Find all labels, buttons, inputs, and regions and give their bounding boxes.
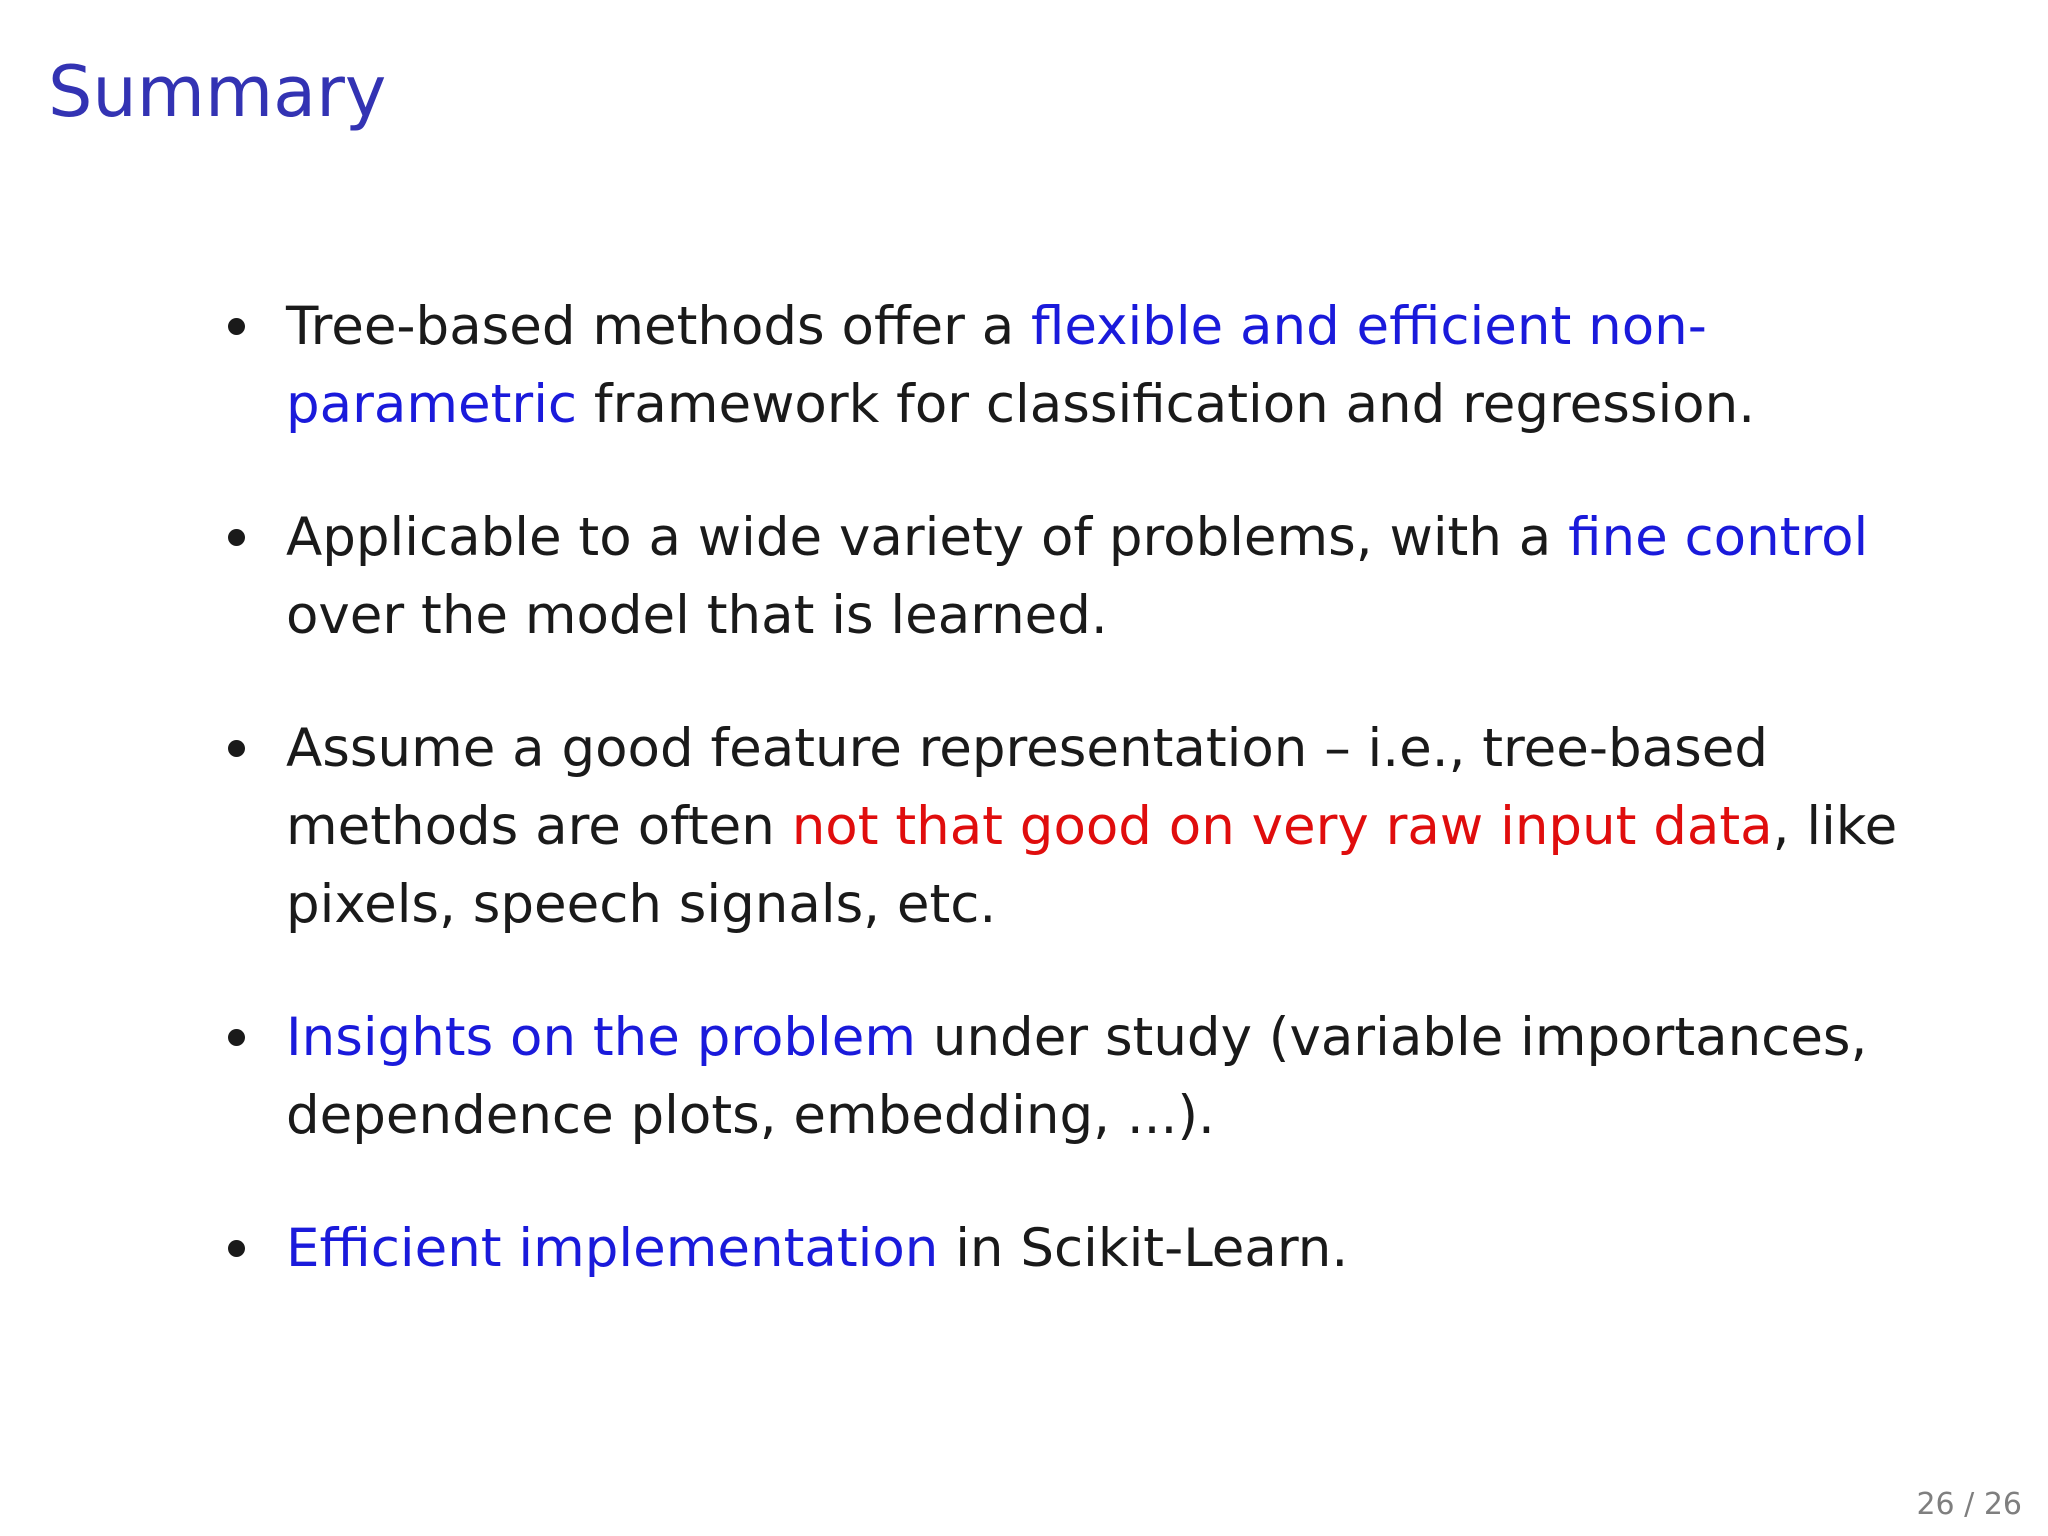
bullet-item bbox=[220, 499, 1920, 655]
page-number: 26 / 26 bbox=[1916, 1487, 2022, 1522]
bullet-list bbox=[220, 288, 1920, 1343]
bullet-item bbox=[220, 999, 1920, 1155]
highlight-text: not that good on very raw input data bbox=[791, 796, 1773, 857]
bullet-text: framework for classification and regression. bbox=[577, 374, 1756, 435]
highlight-text: Insights on the problem bbox=[286, 1007, 917, 1068]
bullet-text: Tree-based methods offer a bbox=[286, 296, 1032, 357]
bullet-text: Assume a good feature representation – i.e., tree-based methods are often bbox=[286, 718, 1769, 857]
highlight-text: Efficient implementation bbox=[286, 1218, 939, 1279]
highlight-text: fine control bbox=[1568, 507, 1869, 568]
slide-title: Summary bbox=[48, 51, 387, 133]
bullet-dot-icon bbox=[228, 740, 245, 757]
bullet-dot-icon bbox=[228, 529, 245, 546]
bullet-dot-icon bbox=[228, 1240, 245, 1257]
bullet-dot-icon bbox=[228, 318, 245, 335]
bullet-text: Applicable to a wide variety of problems, with a bbox=[286, 507, 1569, 568]
bullet-text: under study (variable importances, dependence plots, embedding, ...). bbox=[286, 1007, 1868, 1146]
bullet-text: in Scikit-Learn. bbox=[938, 1218, 1349, 1279]
bullet-item bbox=[220, 1210, 1920, 1288]
highlight-text: flexible and efficient non-parametric bbox=[286, 296, 1707, 435]
bullet-dot-icon bbox=[228, 1029, 245, 1046]
bullet-item bbox=[220, 710, 1920, 944]
bullet-text: over the model that is learned. bbox=[286, 585, 1108, 646]
bullet-text: , like pixels, speech signals, etc. bbox=[286, 796, 1898, 935]
bullet-item bbox=[220, 288, 1920, 444]
